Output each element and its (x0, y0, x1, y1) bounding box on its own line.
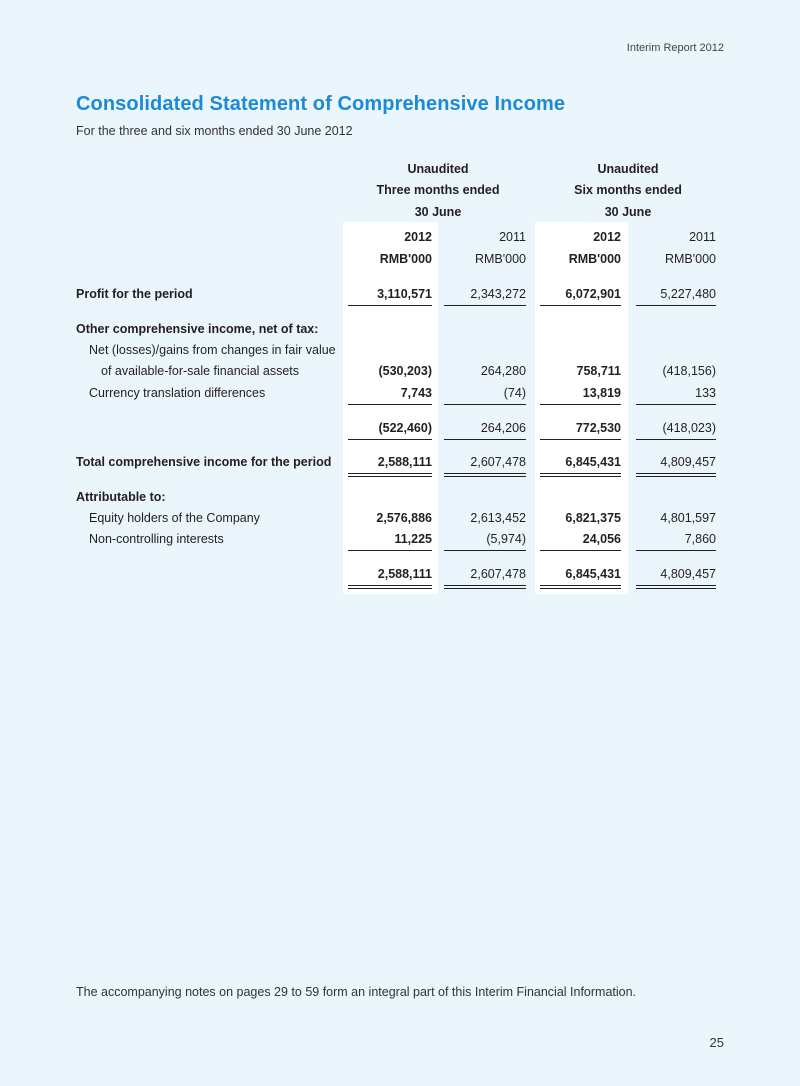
cell-r10-c2: 2,607,478 (470, 567, 526, 581)
rule-r0-c1 (348, 305, 432, 306)
row-label-non-controlling-interests: Non-controlling interests (89, 532, 224, 546)
rule-r6-c4-b (636, 476, 716, 477)
row-label-oci-heading: Other comprehensive income, net of tax: (76, 322, 319, 336)
cell-r5-c4: (418,023) (662, 421, 716, 435)
cell-r6-c2: 2,607,478 (470, 455, 526, 469)
cell-r4-c3: 13,819 (582, 386, 621, 400)
cell-r8-c1: 2,576,886 (376, 511, 432, 525)
cell-r6-c1: 2,588,111 (377, 455, 432, 469)
group2-header-line1: Unaudited (597, 162, 659, 176)
unit-col3: RMB'000 (568, 252, 621, 266)
cell-r8-c4: 4,801,597 (660, 511, 716, 525)
cell-r3-c1: (530,203) (378, 364, 432, 378)
year-col2: 2011 (499, 230, 526, 244)
cell-r10-c1: 2,588,111 (377, 567, 432, 581)
year-col3: 2012 (593, 230, 621, 244)
rule-r10-c4-a (636, 585, 716, 586)
rule-r5-c4 (636, 439, 716, 440)
rule-r5-c1 (348, 439, 432, 440)
rule-r10-c1-b (348, 588, 432, 589)
cell-r3-c3: 758,711 (576, 364, 621, 378)
row-label-equity-holders: Equity holders of the Company (89, 511, 260, 525)
cell-r4-c4: 133 (695, 386, 716, 400)
cell-r8-c3: 6,821,375 (565, 511, 621, 525)
cell-r5-c2: 264,206 (480, 421, 526, 435)
row-label-profit: Profit for the period (76, 287, 193, 301)
rule-r10-c3-b (540, 588, 621, 589)
rule-r4-c2 (444, 404, 526, 405)
row-label-currency-translation: Currency translation differences (89, 386, 266, 400)
rule-r6-c2-a (444, 473, 526, 474)
rule-r6-c1-a (348, 473, 432, 474)
year-col1: 2012 (404, 230, 432, 244)
group1-header-line3: 30 June (414, 205, 462, 219)
year-col4: 2011 (689, 230, 716, 244)
statement-subtitle: For the three and six months ended 30 June 2012 (76, 124, 353, 138)
rule-r6-c3-b (540, 476, 621, 477)
cell-r9-c4: 7,860 (684, 532, 716, 546)
rule-r9-c4 (636, 550, 716, 551)
statement-title: Consolidated Statement of Comprehensive Income (76, 93, 566, 115)
cell-r9-c3: 24,056 (582, 532, 621, 546)
rule-r0-c3 (540, 305, 621, 306)
cell-r6-c4: 4,809,457 (660, 455, 716, 469)
rule-r4-c4 (636, 404, 716, 405)
rule-r5-c2 (444, 439, 526, 440)
rule-r10-c2-b (444, 588, 526, 589)
cell-r0-c2: 2,343,272 (470, 287, 526, 301)
rule-r9-c3 (540, 550, 621, 551)
cell-r3-c4: (418,156) (662, 364, 716, 378)
unit-col4: RMB'000 (664, 252, 716, 266)
row-label-fair-value-line1: Net (losses)/gains from changes in fair value (89, 343, 336, 357)
group2-header-line2: Six months ended (574, 183, 682, 197)
group1-header-line1: Unaudited (407, 162, 469, 176)
unit-col1: RMB'000 (379, 252, 432, 266)
row-label-afs-assets: of available-for-sale financial assets (101, 364, 300, 378)
row-label-attributable-to: Attributable to: (76, 490, 166, 504)
rule-r5-c3 (540, 439, 621, 440)
cell-r9-c1: 11,225 (394, 532, 432, 546)
rule-r6-c4-a (636, 473, 716, 474)
rule-r4-c1 (348, 404, 432, 405)
rule-r6-c1-b (348, 476, 432, 477)
rule-r9-c1 (348, 550, 432, 551)
rule-r6-c3-a (540, 473, 621, 474)
cell-r4-c1: 7,743 (400, 386, 432, 400)
cell-r6-c3: 6,845,431 (565, 455, 621, 469)
rule-r6-c2-b (444, 476, 526, 477)
rule-r0-c2 (444, 305, 526, 306)
footer-note: The accompanying notes on pages 29 to 59 form an integral part of this Interim Financial Information. (76, 985, 637, 999)
row-label-total-comprehensive-income: Total comprehensive income for the period (76, 455, 332, 469)
unit-col2: RMB'000 (474, 252, 526, 266)
cell-r5-c1: (522,460) (378, 421, 432, 435)
cell-r10-c3: 6,845,431 (565, 567, 621, 581)
rule-r10-c4-b (636, 588, 716, 589)
group1-header-line2: Three months ended (376, 183, 500, 197)
rule-r0-c4 (636, 305, 716, 306)
cell-r0-c1: 3,110,571 (377, 287, 432, 301)
rule-r10-c1-a (348, 585, 432, 586)
report-label: Interim Report 2012 (626, 42, 724, 54)
rule-r9-c2 (444, 550, 526, 551)
cell-r4-c2: (74) (503, 386, 526, 400)
rule-r4-c3 (540, 404, 621, 405)
cell-r0-c3: 6,072,901 (565, 287, 621, 301)
rule-r10-c2-a (444, 585, 526, 586)
cell-r10-c4: 4,809,457 (660, 567, 716, 581)
group2-header-line3: 30 June (604, 205, 652, 219)
cell-r5-c3: 772,530 (575, 421, 621, 435)
cell-r9-c2: (5,974) (486, 532, 526, 546)
cell-r8-c2: 2,613,452 (470, 511, 526, 525)
cell-r3-c2: 264,280 (480, 364, 526, 378)
page-number: 25 (709, 1035, 724, 1050)
cell-r0-c4: 5,227,480 (660, 287, 716, 301)
rule-r10-c3-a (540, 585, 621, 586)
